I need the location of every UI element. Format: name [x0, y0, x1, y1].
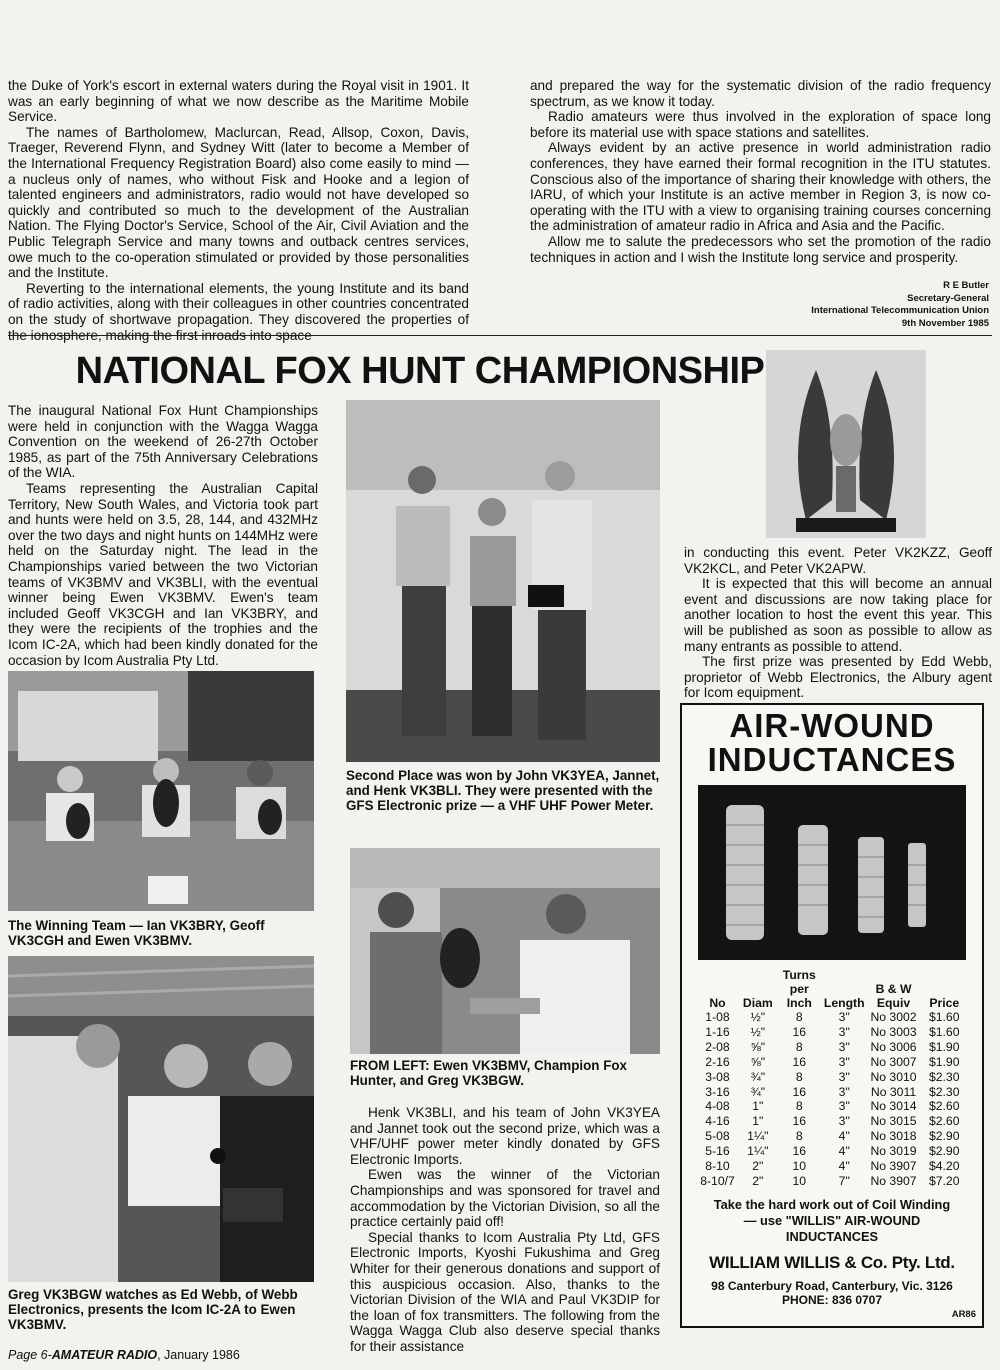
price-table-cell: 4-08: [705, 1099, 730, 1114]
price-table-cell: No 3011: [870, 1084, 917, 1099]
from-left-photo: [350, 848, 660, 1054]
price-table-cell: No 3003: [870, 1024, 917, 1039]
price-table-cell: $2.30: [928, 1069, 960, 1084]
paragraph: The inaugural National Fox Hunt Championships were held in conjunction with the Wagga Wagga Convention on the weekend of 26-27th October 1985, as part of the 75th Anniversary Celebrations of the WIA.: [8, 403, 318, 481]
from-left-caption: FROM LEFT: Ewen VK3BMV, Champion Fox Hunter, and Greg VK3BGW.: [350, 1058, 628, 1088]
paragraph: Henk VK3BLI, and his team of John VK3YEA and Jannet took out the second prize, which was a VHF/UHF power meter kindly donated by GFS Electronic Imports.: [350, 1105, 660, 1167]
price-table-cell: $2.90: [928, 1144, 960, 1159]
price-table-cell: 1¼": [747, 1129, 769, 1144]
price-table-cell: No 3018: [870, 1129, 917, 1144]
paragraph: Ewen was the winner of the Victorian Championships and was sponsored for travel and accommodation by the Victorian Division, so all the practice certainly paid off!: [350, 1167, 660, 1230]
price-table-cell: 8: [795, 1010, 803, 1024]
price-table-cell: 16: [792, 1114, 807, 1129]
price-table-cell: 1-16: [705, 1024, 730, 1039]
price-table-cell: 8-10: [705, 1159, 730, 1174]
price-table-cell: 3-16: [705, 1084, 730, 1099]
price-table-cell: 3": [838, 1010, 850, 1024]
price-table-cell: 4": [838, 1144, 850, 1159]
paragraph: the Duke of York's escort in external waters during the Royal visit in 1901. It was an early beginning of what we now describe as the Maritime Mobile Service.: [8, 78, 469, 125]
price-table-cell: ¾": [750, 1069, 766, 1084]
ad-tagline-1: Take the hard work out of Coil Winding: [713, 1196, 951, 1212]
price-table-cell: 2-16: [705, 1054, 730, 1069]
column-header: Price: [929, 996, 960, 1010]
price-table-cell: 3": [838, 1039, 850, 1054]
section-divider: [8, 335, 992, 336]
paragraph: Teams representing the Australian Capital Territory, New South Wales, and Victoria took part and hunts were held on 3.5, 28, 144, and 432MHz over the two days and night hunts on 144MHz were held on the Saturday night. The lead in the Championships varied between the two Victorian teams of VK3BMV and VK3BLI, with the eventual winner being Ewen VK3BMV. Ewen's team included Geoff VK3CGH and Ian VK3BRY, and they were the recipients of the trophies and the Icom IC-2A, which had been kindly donated for the occasion by Icom Australia Pty Ltd.: [8, 480, 318, 668]
paragraph: It is expected that this will become an annual event and discussions are now taking place for another location to host the event this year. This will be published as soon as possible to allow as many entrants as possible to attend.: [684, 576, 992, 654]
paragraph: Radio amateurs were thus involved in the exploration of space long before its material use with space stations and satellites.: [530, 109, 991, 140]
price-table-row: [696, 1055, 968, 1070]
ad-tagline-3: INDUCTANCES: [785, 1228, 879, 1244]
price-table-row: [696, 1010, 968, 1025]
price-table-cell: No 3907: [870, 1173, 917, 1188]
price-table-cell: 3": [838, 1099, 850, 1114]
price-table-cell: ⅝": [750, 1054, 766, 1069]
price-table-cell: 3": [838, 1054, 850, 1069]
price-table-cell: ½": [750, 1024, 766, 1039]
price-table-cell: 2": [752, 1159, 764, 1174]
fox-hunt-column-1: [8, 403, 318, 668]
price-table-cell: 16: [792, 1144, 807, 1159]
price-table-header: [696, 968, 968, 1010]
price-table-cell: $2.90: [928, 1129, 960, 1144]
price-table-row: [696, 1040, 968, 1055]
signature-date: 9th November 1985: [901, 317, 989, 329]
price-table-cell: 4": [838, 1129, 850, 1144]
price-table-cell: $2.30: [928, 1084, 960, 1099]
price-table-cell: No 3002: [870, 1010, 917, 1024]
footer-magazine-name: AMATEUR RADIO: [51, 1348, 158, 1362]
paragraph: in conducting this event. Peter VK2KZZ, Geoff VK2KCL, and Peter VK2APW.: [684, 545, 992, 576]
price-table-cell: 2-08: [705, 1039, 730, 1054]
price-table-row: [696, 1114, 968, 1129]
signature-org: International Telecommunication Union: [811, 305, 989, 316]
price-table-cell: No 3015: [870, 1114, 917, 1129]
top-article-left-column: [8, 78, 469, 343]
signature-block: [700, 280, 989, 330]
paragraph: The names of Bartholomew, Maclurcan, Read, Allsop, Coxon, Davis, Traeger, Reverend Flynn, and Sydney Witt (later to become a Member of the International Frequency Registration Board) also come easily to mind — a nucleus only of names, who without Fisk and Hooke and a legion of talented engineers and administrators, radio would not have developed so quickly and contributed so much to the development of the Australian Nation. The Flying Doctor's Service, School of the Air, Civil Aviation and the Public Telegraph Service and many towns and outback centres services, owe much to the co-operation stimulated or provided by those personalities and the Institute.: [8, 124, 469, 281]
price-table-cell: 4-16: [705, 1114, 730, 1129]
price-table-cell: 10: [792, 1173, 807, 1188]
presentation-photo: [8, 956, 314, 1282]
ad-code: AR86: [951, 1309, 976, 1320]
price-table: [696, 968, 968, 1189]
page-footer: [8, 1348, 240, 1362]
price-table-cell: 1": [752, 1114, 764, 1129]
price-table-cell: 7": [838, 1173, 850, 1188]
price-table-cell: 3": [838, 1084, 850, 1099]
price-table-cell: 16: [792, 1024, 807, 1039]
price-table-cell: 5-08: [705, 1129, 730, 1144]
price-table-cell: 3": [838, 1069, 850, 1084]
price-table-cell: 2": [752, 1173, 764, 1188]
ad-phone: PHONE: 836 0707: [781, 1292, 883, 1307]
ad-company-name: WILLIAM WILLIS & Co. Pty. Ltd.: [709, 1252, 955, 1272]
winning-team-photo: [8, 671, 314, 911]
price-table-cell: $2.60: [928, 1099, 960, 1114]
signature-name: R E Butler: [943, 280, 989, 291]
price-table-row: [696, 1144, 968, 1159]
price-table-cell: 1": [752, 1099, 764, 1114]
price-table-cell: 1¼": [747, 1144, 769, 1159]
price-table-cell: ½": [750, 1010, 766, 1024]
price-table-cell: $1.60: [928, 1024, 960, 1039]
price-table-cell: 16: [792, 1084, 807, 1099]
price-table-cell: 1-08: [705, 1010, 730, 1024]
price-table-cell: 4": [838, 1159, 850, 1174]
price-table-cell: $1.90: [928, 1054, 960, 1069]
price-table-cell: 8: [795, 1039, 803, 1054]
price-table-cell: No 3014: [870, 1099, 917, 1114]
price-table-cell: 3": [838, 1024, 850, 1039]
price-table-row: [696, 1159, 968, 1174]
column-header: Length: [823, 996, 865, 1010]
ad-address: 98 Canterbury Road, Canterbury, Vic. 3126: [711, 1278, 953, 1293]
fox-hunt-column-3: [684, 545, 992, 701]
signature-title: Secretary-General: [907, 292, 989, 304]
ad-title-line-2: INDUCTANCES: [707, 741, 957, 778]
winning-team-caption: The Winning Team — Ian VK3BRY, Geoff VK3CGH and Ewen VK3BMV.: [8, 918, 265, 948]
second-place-photo: [346, 400, 660, 762]
top-article-right-column: [530, 78, 991, 265]
paragraph: Special thanks to Icom Australia Pty Ltd, GFS Electronic Imports, Kyoshi Fukushima and Greg Whiter for their generous donations and support of this auspicious occasion. Also, thanks to the Victorian Division of the WIA and Paul VK3DIP for the loan of fox transmitters. The following from the Wagga Wagga Club also deserve special thanks for their assistance: [350, 1229, 660, 1354]
price-table-row: [696, 1099, 968, 1114]
paragraph: The first prize was presented by Edd Webb, proprietor of Webb Electronics, the Albury agent for Icom equipment.: [684, 654, 992, 701]
price-table-row: [696, 1129, 968, 1144]
price-table-cell: $1.90: [928, 1039, 960, 1054]
paragraph: Reverting to the international elements, the young Institute and its band of radio activities, along with their colleagues in other countries concentrated on the study of shortwave propagation. They discovered the properties of the ionosphere, making the first inroads into space: [8, 280, 469, 343]
trophy-photo: [766, 350, 926, 538]
price-table-cell: 3-08: [705, 1069, 730, 1084]
footer-page-number: Page 6-: [8, 1348, 52, 1362]
price-table-row: [696, 1070, 968, 1085]
price-table-cell: ¾": [750, 1084, 766, 1099]
price-table-cell: No 3907: [870, 1159, 917, 1174]
footer-date: , January 1986: [157, 1348, 240, 1362]
price-table-cell: 8-10/7: [700, 1173, 735, 1188]
price-table-row: [696, 1025, 968, 1040]
ad-title-line-1: AIR-WOUND: [729, 707, 935, 744]
paragraph: Always evident by an active presence in world administration radio conferences, they have earned their formal recognition in the ITU statutes. Conscious also of the importance of sharing their knowledge with others, the IARU, of which your Institute is an active member in Region 3, is now co-operating with the ITU with a view to organising training courses concerning the administration of amateur radio in Africa and Asia and the Pacific.: [530, 140, 991, 234]
column-header: Diam: [742, 996, 773, 1010]
price-table-cell: 16: [792, 1054, 807, 1069]
paragraph: and prepared the way for the systematic division of the radio frequency spectrum, as we know it today.: [530, 78, 991, 109]
price-table-cell: No 3010: [870, 1069, 917, 1084]
ad-tagline-2: — use "WILLIS" AIR-WOUND: [743, 1212, 921, 1228]
price-table-cell: No 3006: [870, 1039, 917, 1054]
column-header: Turns per Inch: [782, 968, 816, 1010]
price-table-row: [696, 1174, 968, 1189]
ad-tagline: [682, 1197, 982, 1245]
paragraph: Allow me to salute the predecessors who set the promotion of the radio techniques in action and I wish the Institute long service and prosperity.: [530, 233, 991, 265]
price-table-row: [696, 1085, 968, 1100]
price-table-cell: $7.20: [928, 1173, 960, 1188]
inductance-coils-image: [698, 785, 966, 960]
price-table-cell: $2.60: [928, 1114, 960, 1129]
price-table-cell: No 3007: [870, 1054, 917, 1069]
page-title: NATIONAL FOX HUNT CHAMPIONSHIP: [75, 350, 765, 392]
willis-advertisement: [680, 703, 984, 1328]
price-table-cell: $4.20: [928, 1159, 960, 1174]
price-table-cell: No 3019: [870, 1144, 917, 1159]
price-table-cell: $1.60: [928, 1010, 960, 1024]
price-table-cell: 8: [795, 1069, 803, 1084]
price-table-cell: 8: [795, 1129, 803, 1144]
price-table-cell: ⅝": [750, 1039, 766, 1054]
column-header: No: [709, 996, 726, 1010]
presentation-caption: Greg VK3BGW watches as Ed Webb, of Webb Electronics, presents the Icom IC-2A to Ewen VK3BMV.: [8, 1287, 298, 1332]
second-place-caption: Second Place was won by John VK3YEA, Jannet, and Henk VK3BLI. They were presented with the GFS Electronic prize — a VHF UHF Power Meter.: [346, 768, 660, 813]
fox-hunt-column-2: [350, 1105, 660, 1355]
column-header: B & W Equiv: [875, 982, 912, 1010]
price-table-cell: 3": [838, 1114, 850, 1129]
price-table-cell: 10: [792, 1159, 807, 1174]
price-table-cell: 5-16: [705, 1144, 730, 1159]
price-table-cell: 8: [795, 1099, 803, 1114]
